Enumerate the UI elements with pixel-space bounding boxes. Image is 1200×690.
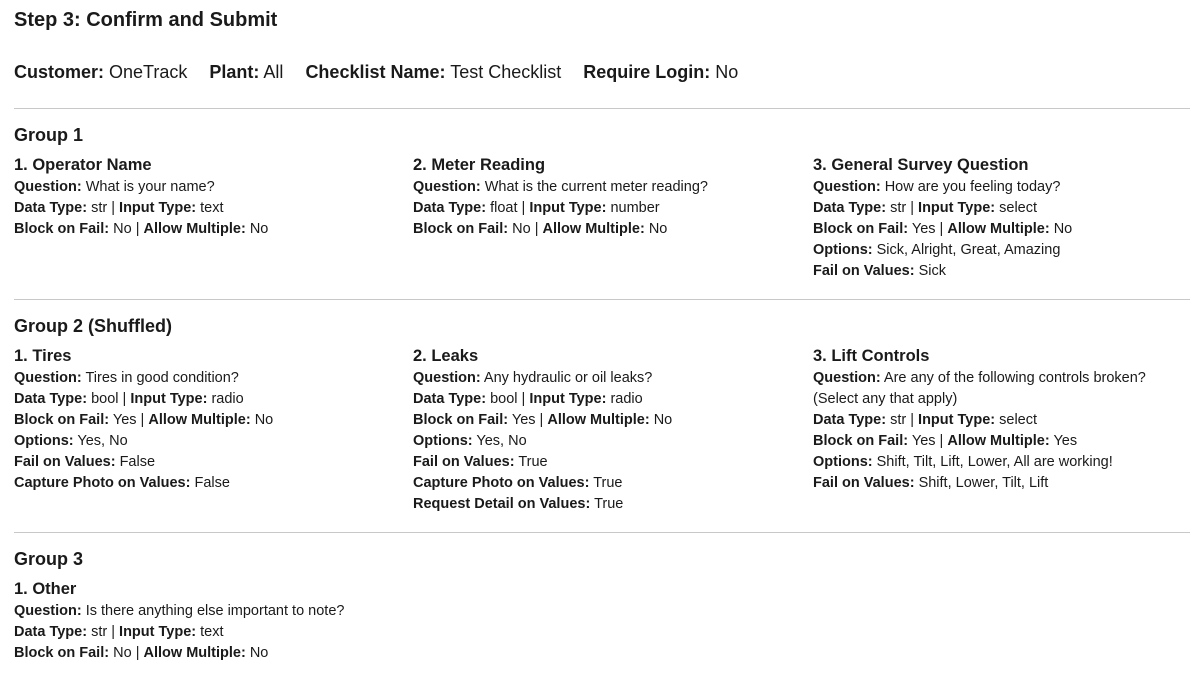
options-value: Sick, Alright, Great, Amazing — [876, 242, 1061, 258]
options-value: Shift, Tilt, Lift, Lower, All are working! — [876, 454, 1113, 470]
input-type-label: Input Type: — [119, 624, 197, 640]
question-title: 3. Lift Controls — [813, 347, 930, 365]
separator: | — [111, 200, 116, 216]
groups-container — [14, 124, 1190, 681]
data-type-line — [813, 198, 1190, 219]
block-on-fail-value: Yes — [112, 412, 137, 428]
block-on-fail-line — [14, 219, 413, 240]
request-detail-on-values-line — [413, 494, 813, 515]
capture-photo-on-values-label: Capture Photo on Values: — [413, 475, 590, 491]
allow-multiple-value: No — [648, 221, 668, 237]
question-label: Question: — [813, 179, 881, 195]
data-type-label: Data Type: — [14, 200, 88, 216]
customer-label: Customer: — [14, 62, 105, 82]
options-label: Options: — [813, 454, 873, 470]
input-type-value: number — [610, 200, 660, 216]
group-section — [14, 124, 1190, 299]
separator: | — [910, 200, 915, 216]
plant-value: All — [263, 62, 284, 82]
block-on-fail-value: Yes — [911, 221, 936, 237]
question-title: 1. Operator Name — [14, 156, 152, 174]
block-on-fail-line — [413, 219, 813, 240]
capture-photo-on-values-line — [413, 473, 813, 494]
data-type-value: str — [890, 200, 907, 216]
capture-photo-on-values-line — [14, 473, 413, 494]
allow-multiple-value: Yes — [1053, 433, 1078, 449]
options-line — [813, 240, 1190, 261]
question-text: Are any of the following controls broken? (Select any that apply) — [813, 370, 1146, 407]
input-type-value: text — [200, 200, 224, 216]
allow-multiple-value: No — [653, 412, 673, 428]
question-text-line — [14, 601, 413, 622]
question-text-line — [14, 368, 413, 389]
question-label: Question: — [413, 370, 481, 386]
data-type-value: float — [490, 200, 518, 216]
capture-photo-on-values-value: False — [194, 475, 230, 491]
block-on-fail-value: No — [512, 221, 531, 237]
input-type-label: Input Type: — [529, 391, 607, 407]
summary-plant — [209, 61, 283, 83]
request-detail-on-values-value: True — [594, 496, 624, 512]
capture-photo-on-values-label: Capture Photo on Values: — [14, 475, 191, 491]
question-text: How are you feeling today? — [884, 179, 1061, 195]
question-card — [14, 346, 413, 515]
allow-multiple-value: No — [1053, 221, 1073, 237]
allow-multiple-label: Allow Multiple: — [547, 412, 650, 428]
separator: | — [135, 645, 140, 661]
question-title: 3. General Survey Question — [813, 156, 1029, 174]
block-on-fail-label: Block on Fail: — [413, 221, 509, 237]
group-title: Group 1 — [14, 125, 84, 145]
question-text: Is there anything else important to note? — [85, 603, 345, 619]
data-type-value: str — [91, 200, 108, 216]
data-type-label: Data Type: — [413, 200, 487, 216]
fail-on-values-value: False — [119, 454, 156, 470]
page-title: Step 3: Confirm and Submit — [14, 9, 278, 31]
allow-multiple-label: Allow Multiple: — [143, 645, 246, 661]
allow-multiple-value: No — [249, 221, 269, 237]
customer-value: OneTrack — [109, 62, 188, 82]
question-label: Question: — [813, 370, 881, 386]
input-type-label: Input Type: — [529, 200, 607, 216]
data-type-value: str — [91, 624, 108, 640]
input-type-value: select — [999, 200, 1038, 216]
options-label: Options: — [14, 433, 74, 449]
allow-multiple-label: Allow Multiple: — [542, 221, 645, 237]
question-grid — [14, 579, 1190, 664]
question-label: Question: — [413, 179, 481, 195]
allow-multiple-label: Allow Multiple: — [148, 412, 251, 428]
require-login-label: Require Login: — [583, 62, 711, 82]
block-on-fail-label: Block on Fail: — [813, 221, 909, 237]
group-section — [14, 548, 1190, 681]
input-type-label: Input Type: — [130, 391, 208, 407]
separator: | — [534, 221, 539, 237]
block-on-fail-label: Block on Fail: — [813, 433, 909, 449]
fail-on-values-value: Sick — [918, 263, 946, 279]
separator: | — [939, 221, 944, 237]
data-type-line — [413, 198, 813, 219]
question-text-line — [813, 368, 1190, 410]
options-line — [14, 431, 413, 452]
separator: | — [539, 412, 544, 428]
allow-multiple-label: Allow Multiple: — [947, 433, 1050, 449]
input-type-value: select — [999, 412, 1038, 428]
input-type-label: Input Type: — [918, 200, 996, 216]
fail-on-values-label: Fail on Values: — [413, 454, 515, 470]
separator: | — [122, 391, 127, 407]
fail-on-values-value: True — [518, 454, 548, 470]
question-title: 2. Meter Reading — [413, 156, 546, 174]
question-grid — [14, 346, 1190, 515]
question-label: Question: — [14, 603, 82, 619]
options-value: Yes, No — [476, 433, 527, 449]
data-type-label: Data Type: — [14, 624, 88, 640]
input-type-value: text — [200, 624, 224, 640]
request-detail-on-values-label: Request Detail on Values: — [413, 496, 591, 512]
separator: | — [135, 221, 140, 237]
summary-require-login — [583, 61, 738, 83]
options-label: Options: — [413, 433, 473, 449]
fail-on-values-line — [813, 261, 1190, 282]
block-on-fail-line — [14, 643, 413, 664]
question-card — [14, 155, 413, 282]
divider — [14, 299, 1190, 300]
input-type-value: radio — [211, 391, 244, 407]
data-type-label: Data Type: — [813, 412, 887, 428]
checklist-name-value: Test Checklist — [450, 62, 562, 82]
block-on-fail-value: No — [113, 645, 132, 661]
question-text: What is your name? — [85, 179, 215, 195]
separator: | — [910, 412, 915, 428]
block-on-fail-label: Block on Fail: — [14, 412, 110, 428]
separator: | — [111, 624, 116, 640]
input-type-value: radio — [610, 391, 643, 407]
question-card — [14, 579, 413, 664]
data-type-line — [14, 389, 413, 410]
require-login-value: No — [715, 62, 739, 82]
capture-photo-on-values-value: True — [593, 475, 623, 491]
fail-on-values-label: Fail on Values: — [14, 454, 116, 470]
question-text-line — [413, 368, 813, 389]
block-on-fail-line — [14, 410, 413, 431]
allow-multiple-value: No — [254, 412, 274, 428]
data-type-line — [413, 389, 813, 410]
input-type-label: Input Type: — [119, 200, 197, 216]
data-type-label: Data Type: — [813, 200, 887, 216]
block-on-fail-line — [813, 219, 1190, 240]
block-on-fail-label: Block on Fail: — [413, 412, 509, 428]
group-section — [14, 315, 1190, 532]
fail-on-values-line — [14, 452, 413, 473]
block-on-fail-label: Block on Fail: — [14, 645, 110, 661]
fail-on-values-label: Fail on Values: — [813, 263, 915, 279]
fail-on-values-line — [413, 452, 813, 473]
options-label: Options: — [813, 242, 873, 258]
options-value: Yes, No — [77, 433, 128, 449]
allow-multiple-value: No — [249, 645, 269, 661]
question-label: Question: — [14, 370, 82, 386]
block-on-fail-line — [413, 410, 813, 431]
divider — [14, 108, 1190, 109]
summary-checklist-name — [305, 61, 561, 83]
fail-on-values-value: Shift, Lower, Tilt, Lift — [918, 475, 1049, 491]
data-type-line — [813, 410, 1190, 431]
data-type-value: str — [890, 412, 907, 428]
plant-label: Plant: — [209, 62, 260, 82]
question-title: 1. Other — [14, 580, 77, 598]
options-line — [813, 452, 1190, 473]
separator: | — [939, 433, 944, 449]
divider — [14, 532, 1190, 533]
data-type-value: bool — [91, 391, 119, 407]
group-title: Group 3 — [14, 549, 84, 569]
checklist-summary — [14, 61, 1190, 83]
block-on-fail-value: Yes — [911, 433, 936, 449]
data-type-line — [14, 622, 413, 643]
question-text: Tires in good condition? — [85, 370, 239, 386]
block-on-fail-value: Yes — [511, 412, 536, 428]
separator: | — [521, 391, 526, 407]
question-card — [413, 155, 813, 282]
question-card — [413, 346, 813, 515]
question-card — [813, 346, 1190, 515]
input-type-label: Input Type: — [918, 412, 996, 428]
data-type-label: Data Type: — [14, 391, 88, 407]
question-label: Question: — [14, 179, 82, 195]
data-type-label: Data Type: — [413, 391, 487, 407]
block-on-fail-line — [813, 431, 1190, 452]
data-type-line — [14, 198, 413, 219]
block-on-fail-value: No — [113, 221, 132, 237]
group-title: Group 2 (Shuffled) — [14, 316, 172, 336]
separator: | — [521, 200, 526, 216]
question-grid — [14, 155, 1190, 282]
data-type-value: bool — [490, 391, 518, 407]
options-line — [413, 431, 813, 452]
question-text-line — [413, 177, 813, 198]
fail-on-values-label: Fail on Values: — [813, 475, 915, 491]
question-text-line — [813, 177, 1190, 198]
question-text: What is the current meter reading? — [484, 179, 708, 195]
question-text: Any hydraulic or oil leaks? — [483, 370, 653, 386]
fail-on-values-line — [813, 473, 1190, 494]
block-on-fail-label: Block on Fail: — [14, 221, 110, 237]
allow-multiple-label: Allow Multiple: — [947, 221, 1050, 237]
question-title: 1. Tires — [14, 347, 72, 365]
allow-multiple-label: Allow Multiple: — [143, 221, 246, 237]
separator: | — [140, 412, 145, 428]
question-text-line — [14, 177, 413, 198]
question-card — [813, 155, 1190, 282]
summary-customer — [14, 61, 187, 83]
question-title: 2. Leaks — [413, 347, 479, 365]
checklist-name-label: Checklist Name: — [305, 62, 446, 82]
